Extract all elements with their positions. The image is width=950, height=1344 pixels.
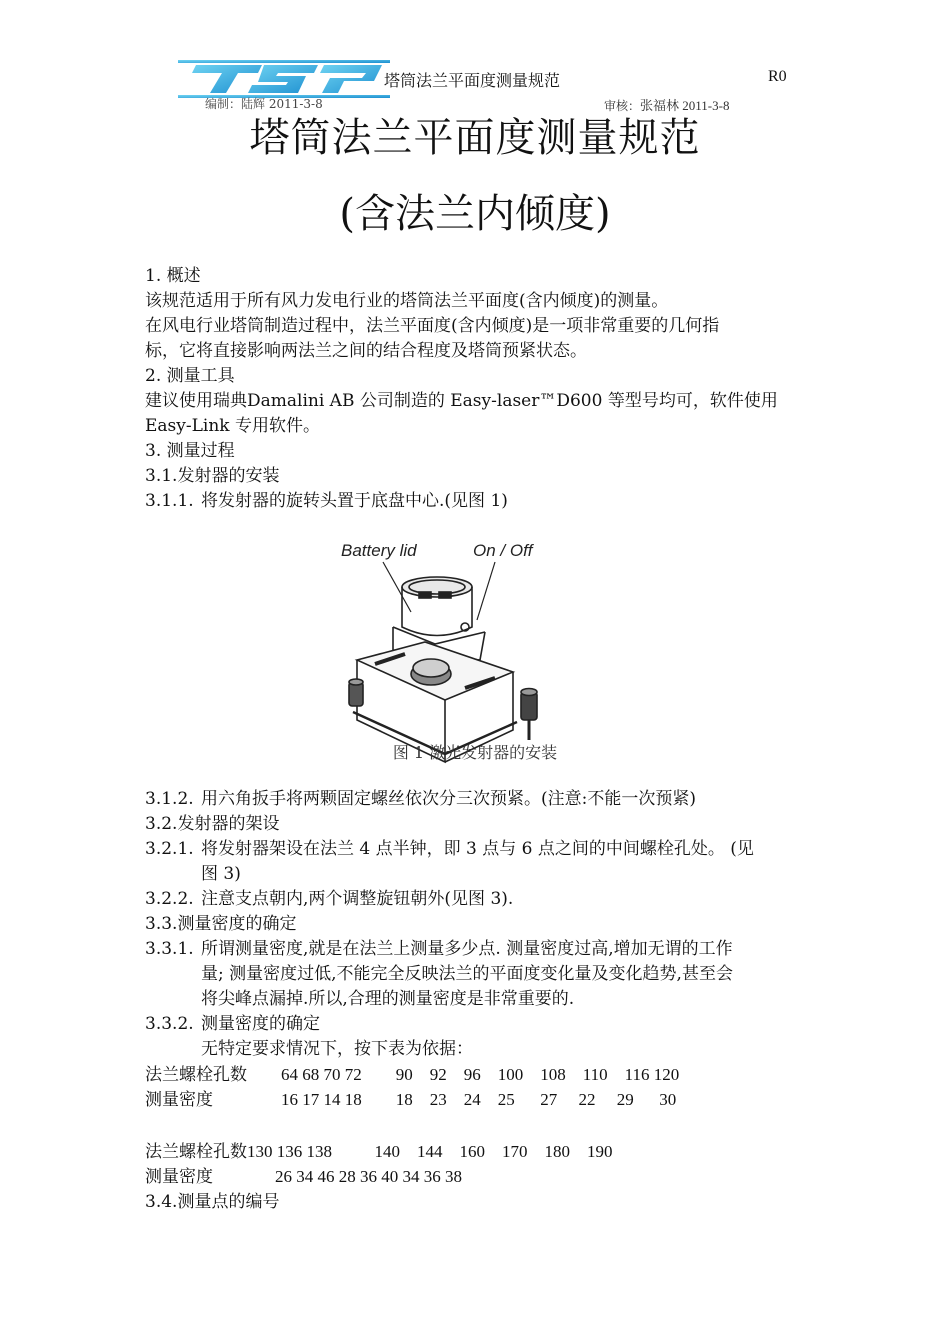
- svg-text:TSP: TSP: [178, 56, 181, 57]
- section-1-para-2b: 标，它将直接影响两法兰之间的结合程度及塔筒预紧状态。: [145, 341, 587, 361]
- row-label: 法兰螺栓孔数: [145, 1065, 247, 1085]
- section-1-para-2a: 在风电行业塔筒制造过程中，法兰平面度(含内倾度)是一项非常重要的几何指: [145, 316, 720, 336]
- item-3-3-1-cont-2: 将尖峰点漏掉.所以,合理的测量密度是非常重要的.: [201, 989, 575, 1009]
- row-label: 测量密度: [145, 1090, 213, 1110]
- section-1-para-1: 该规范适用于所有风力发电行业的塔筒法兰平面度(含内倾度)的测量。: [145, 291, 669, 311]
- section-1-heading: 1. 概述: [145, 266, 201, 286]
- item-number: 3.3.2.: [145, 1014, 194, 1034]
- section-3-heading: 3. 测量过程: [145, 441, 235, 461]
- header-title: 塔筒法兰平面度测量规范: [384, 71, 561, 90]
- review-label: 审核：: [604, 99, 641, 113]
- row-values: 26 34 46 28 36 40 34 36 38: [275, 1167, 462, 1186]
- section-3-1-heading: 3.1.发射器的安装: [145, 466, 280, 486]
- density-row-2: [145, 1088, 676, 1112]
- item-text: 所谓测量密度,就是在法兰上测量多少点. 测量密度过高,增加无谓的工作: [201, 939, 733, 959]
- document-title: 塔筒法兰平面度测量规范: [249, 115, 701, 161]
- on-off-label: On / Off: [473, 541, 533, 560]
- section-2-heading: 2. 测量工具: [145, 366, 235, 386]
- review-value: 张福林 2011-3-8: [640, 98, 730, 113]
- item-3-3-2: [145, 1012, 320, 1036]
- item-number: 3.2.1.: [145, 839, 194, 859]
- density-row-1: [145, 1063, 679, 1087]
- item-text: 用六角扳手将两颗固定螺丝依次分三次预紧。(注意:不能一次预紧): [201, 789, 696, 809]
- row-values: 130 136 138 140 144 160 170 180 190: [247, 1142, 613, 1161]
- header-author: 编制：陆辉 2011-3-8: [205, 97, 323, 111]
- row-values: 64 68 70 72 90 92 96 100 108 110 116 120: [281, 1065, 680, 1084]
- item-3-1-2: [145, 787, 696, 811]
- item-3-1-1: [145, 489, 508, 513]
- item-number: 3.1.1.: [145, 491, 194, 511]
- item-3-2-1: [145, 837, 754, 861]
- density-row-4: [145, 1165, 462, 1189]
- document-subtitle: (含法兰内倾度): [339, 191, 611, 237]
- item-3-2-1-cont: 图 3): [201, 864, 241, 884]
- header-revision: R0: [768, 68, 787, 85]
- item-number: 3.2.2.: [145, 889, 194, 909]
- row-label: 法兰螺栓孔数: [145, 1142, 247, 1162]
- section-2-para-1a: 建议使用瑞典Damalini AB 公司制造的 Easy-laser™D600 等型号均可，软件使用: [145, 391, 778, 411]
- section-2-para-1b: Easy-Link 专用软件。: [145, 416, 320, 436]
- item-3-3-2-note: 无特定要求情况下，按下表为依据：: [201, 1039, 473, 1059]
- item-3-3-1-cont-1: 量; 测量密度过低,不能完全反映法兰的平面度变化量及变化趋势,甚至会: [201, 964, 733, 984]
- section-3-4-heading: 3.4.测量点的编号: [145, 1192, 280, 1212]
- battery-lid-label: Battery lid: [341, 541, 417, 560]
- row-label: 测量密度: [145, 1167, 213, 1187]
- item-3-3-1: [145, 937, 733, 961]
- item-text: 将发射器架设在法兰 4 点半钟，即 3 点与 6 点之间的中间螺栓孔处。 (见: [201, 839, 754, 859]
- item-text: 注意支点朝内,两个调整旋钮朝外(见图 3).: [201, 889, 514, 909]
- density-row-3: [145, 1140, 613, 1164]
- figure-caption: 图 1 激光发射器的安装: [392, 743, 558, 762]
- item-number: 3.1.2.: [145, 789, 194, 809]
- section-3-2-heading: 3.2.发射器的架设: [145, 814, 280, 834]
- item-text: 测量密度的确定: [201, 1014, 320, 1034]
- item-3-2-2: [145, 887, 513, 911]
- item-text: 将发射器的旋转头置于底盘中心.(见图 1): [201, 491, 508, 511]
- row-values: 16 17 14 18 18 23 24 25 27 22 29 30: [281, 1090, 677, 1109]
- section-3-3-heading: 3.3.测量密度的确定: [145, 914, 297, 934]
- item-number: 3.3.1.: [145, 939, 194, 959]
